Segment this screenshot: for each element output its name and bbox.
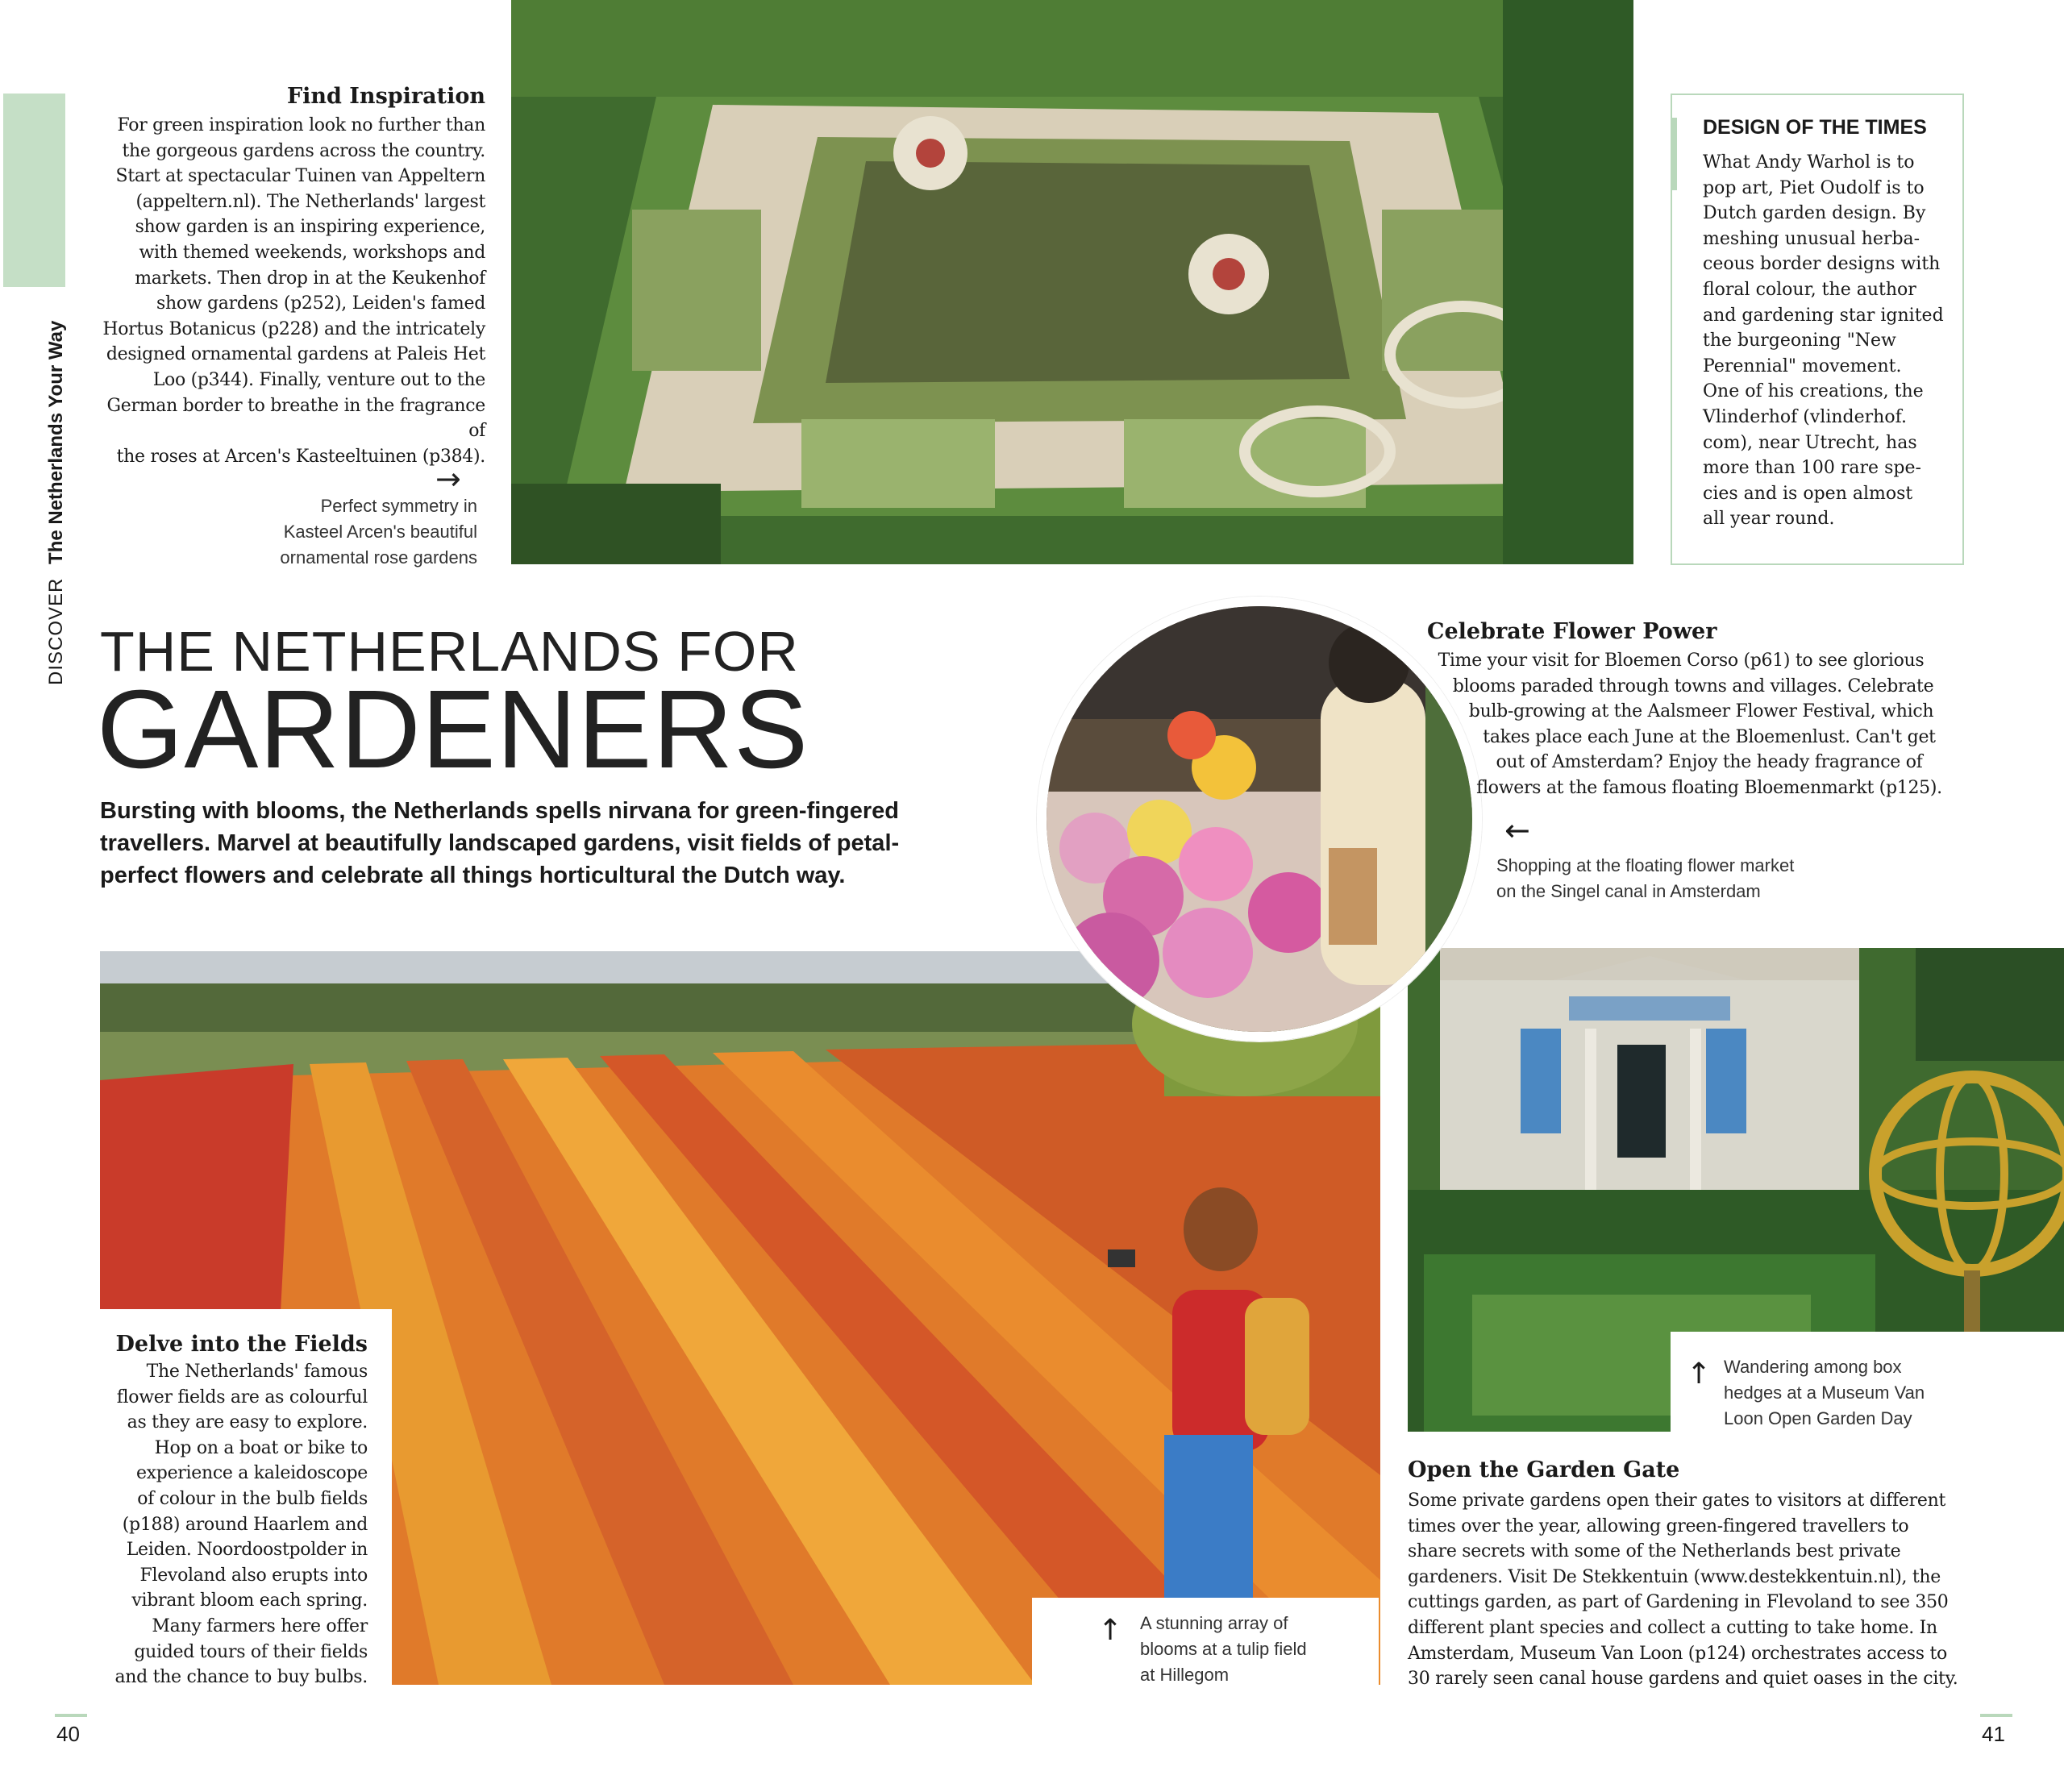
section-tab <box>3 94 65 287</box>
text-line: Hop on a boat or bike to <box>154 1437 368 1458</box>
text-line: blooms paraded through towns and villages. Celebrate <box>1452 676 1934 696</box>
text-line: show gardens (p252), Leiden's famed <box>156 293 485 314</box>
text-line: com), near Utrecht, has <box>1703 432 1917 453</box>
text-line: more than 100 rare spe- <box>1703 458 1921 479</box>
garden-gate-heading: Open the Garden Gate <box>1408 1457 1680 1482</box>
text-line: designed ornamental gardens at Paleis Het <box>106 344 485 365</box>
text-line: the roses at Arcen's Kasteeltuinen (p384). <box>116 446 485 467</box>
section-label <box>45 321 68 685</box>
text-line: meshing unusual herba- <box>1703 228 1920 249</box>
arrow-up-icon: ↑ <box>1687 1358 1712 1391</box>
tulip-field-caption <box>1140 1611 1366 1688</box>
page-title-line1: THE NETHERLANDS FOR <box>100 620 799 683</box>
section-label-discover: DISCOVER <box>45 577 67 685</box>
design-of-the-times-heading: DESIGN OF THE TIMES <box>1703 116 1927 139</box>
text-line: flower fields are as colourful <box>116 1387 368 1407</box>
text-line: flowers at the famous floating Bloemenmarkt (p125). <box>1476 777 1942 798</box>
text-line: share secrets with some of the Netherlands best private <box>1408 1541 1901 1562</box>
caption-line: blooms at a tulip field <box>1140 1639 1307 1659</box>
text-line: Dutch garden design. By <box>1703 203 1926 224</box>
text-line: with themed weekends, workshops and <box>139 242 485 263</box>
arrow-up-icon: ↑ <box>1098 1614 1123 1647</box>
text-line: cies and is open almost <box>1703 483 1913 504</box>
text-line: Leiden. Noordoostpolder in <box>126 1540 368 1561</box>
caption-line: at Hillegom <box>1140 1665 1230 1685</box>
caption-line: hedges at a Museum Van <box>1724 1382 1925 1403</box>
text-line: gardeners. Visit De Stekkentuin (www.destekkentuin.nl), the <box>1408 1566 1941 1587</box>
text-line: show garden is an inspiring experience, <box>135 217 485 238</box>
page-number-left: 40 <box>56 1722 80 1746</box>
text-line: Time your visit for Bloemen Corso (p61) to see glorious <box>1438 651 1925 671</box>
text-line: Many farmers here offer <box>152 1615 368 1636</box>
page-number-accent-right <box>1980 1714 2012 1717</box>
page-number-accent-left <box>55 1714 87 1717</box>
text-line: guided tours of their fields <box>134 1641 368 1662</box>
caption-line: Shopping at the floating flower market <box>1496 855 1795 875</box>
text-line: out of Amsterdam? Enjoy the heady fragrance of <box>1496 752 1923 773</box>
text-line: Perennial" movement. <box>1703 355 1902 376</box>
text-line: markets. Then drop in at the Keukenhof <box>135 268 485 289</box>
text-line: as they are easy to explore. <box>127 1412 368 1433</box>
flower-power-heading: Celebrate Flower Power <box>1427 619 1717 644</box>
text-line: the gorgeous gardens across the country. <box>122 140 485 161</box>
box-accent-bar <box>1671 118 1677 190</box>
text-line: takes place each June at the Bloemenlust. Can't get <box>1483 726 1936 747</box>
text-line: cuttings garden, as part of Gardening in Flevoland to see 350 <box>1408 1592 1949 1613</box>
text-line: different plant species and collect a cutting to take home. In <box>1408 1617 1937 1638</box>
section-label-title: The Netherlands Your Way <box>45 320 67 564</box>
aerial-photo-caption <box>210 493 477 571</box>
text-line: Vlinderhof (vlinderhof. <box>1703 406 1907 427</box>
text-line: Loo (p344). Finally, venture out to the <box>152 369 485 390</box>
text-line: and gardening star ignited <box>1703 305 1944 326</box>
caption-line: Wandering among box <box>1724 1357 1902 1377</box>
text-line: Amsterdam, Museum Van Loon (p124) orchestrates access to <box>1408 1643 1947 1664</box>
text-line: perfect flowers and celebrate all things horticultural the Dutch way. <box>100 863 846 888</box>
text-line: Bursting with blooms, the Netherlands spells nirvana for green-fingered <box>100 798 899 824</box>
text-line: Hortus Botanicus (p228) and the intricately <box>102 318 485 339</box>
caption-line: on the Singel canal in Amsterdam <box>1496 881 1761 901</box>
text-line: Some private gardens open their gates to visitors at different <box>1408 1491 1945 1511</box>
page-number-right: 41 <box>1982 1722 2005 1746</box>
text-line: travellers. Marvel at beautifully landscaped gardens, visit fields of petal- <box>100 830 900 856</box>
arrow-left-icon: ← <box>1504 813 1530 848</box>
aerial-garden-photo <box>511 0 1633 564</box>
text-line: Start at spectacular Tuinen van Appeltern <box>115 166 485 187</box>
design-of-the-times-body <box>1703 150 1961 532</box>
museum-garden-caption <box>1724 1354 1990 1432</box>
flower-market-caption <box>1496 853 1867 904</box>
delve-heading: Delve into the Fields <box>115 1332 368 1357</box>
text-line: and the chance to buy bulbs. <box>114 1667 368 1688</box>
text-line: One of his creations, the <box>1703 381 1924 402</box>
arrow-right-icon: → <box>435 461 461 497</box>
garden-gate-body <box>1408 1488 1972 1692</box>
text-line: all year round. <box>1703 509 1835 530</box>
text-line: bulb-growing at the Aalsmeer Flower Festival, which <box>1468 701 1934 722</box>
text-line: Flevoland also erupts into <box>139 1565 368 1586</box>
text-line: For green inspiration look no further than <box>117 115 485 135</box>
text-line: 30 rarely seen canal house gardens and quiet oases in the city. <box>1408 1669 1958 1690</box>
text-line: times over the year, allowing green-fingered travellers to <box>1408 1516 1909 1536</box>
text-line: (p188) around Haarlem and <box>122 1514 368 1535</box>
text-line: pop art, Piet Oudolf is to <box>1703 177 1925 198</box>
find-inspiration-body <box>89 113 485 469</box>
intro-text <box>100 795 938 892</box>
text-line: floral colour, the author <box>1703 279 1916 300</box>
text-line: The Netherlands' famous <box>146 1362 368 1382</box>
caption-line: Perfect symmetry in <box>320 496 477 516</box>
text-line: What Andy Warhol is to <box>1703 152 1915 173</box>
text-line: of colour in the bulb fields <box>137 1488 368 1509</box>
caption-line: Kasteel Arcen's beautiful <box>283 522 477 542</box>
caption-line: Loon Open Garden Day <box>1724 1408 1912 1428</box>
flower-power-body <box>1427 648 1959 801</box>
caption-line: ornamental rose gardens <box>280 547 477 568</box>
text-line: experience a kaleidoscope <box>135 1463 368 1484</box>
find-inspiration-heading: Find Inspiration <box>286 84 485 109</box>
text-line: the burgeoning "New <box>1703 331 1896 351</box>
text-line: German border to breathe in the fragrance of <box>106 395 485 442</box>
text-line: (appeltern.nl). The Netherlands' largest <box>135 191 485 212</box>
caption-line: A stunning array of <box>1140 1613 1288 1633</box>
text-line: ceous border designs with <box>1703 254 1941 275</box>
page-title-line2: GARDENERS <box>97 667 809 792</box>
text-line: vibrant bloom each spring. <box>131 1590 368 1611</box>
delve-body <box>97 1359 368 1690</box>
